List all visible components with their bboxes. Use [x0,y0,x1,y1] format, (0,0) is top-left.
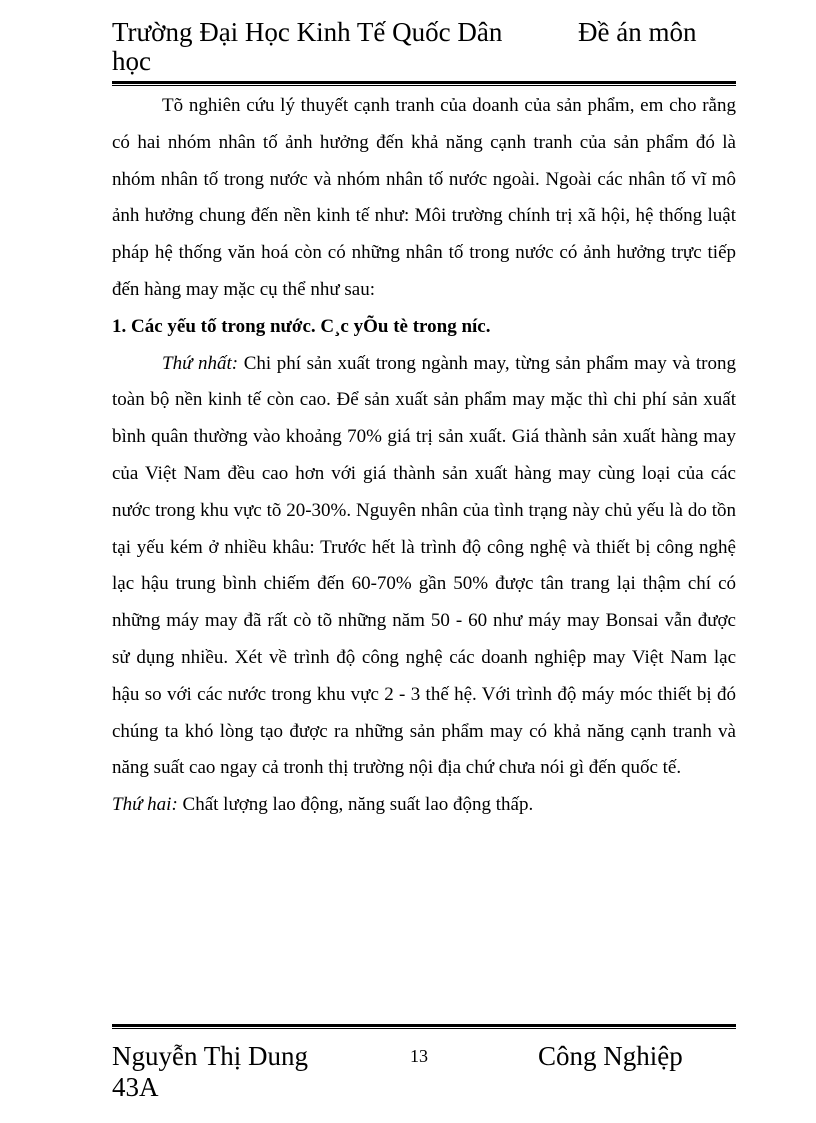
page-number: 13 [410,1046,428,1066]
header-school-name: Trường Đại Học Kinh Tế Quốc Dân [112,17,503,47]
paragraph-intro: Tõ nghiên cứu lý thuyết cạnh tranh của doanh của sản phẩm, em cho rằng có hai nhóm nhân tố ảnh hưởng đến khả năng cạnh tranh của sản phẩm đó là nhóm nhân tố trong nước và nhóm nhân tố nước ngoài. Ngoài các nhân tố vĩ mô ảnh hưởng chung đến nền kinh tế như: Môi trường chính trị xã hội, hệ thống luật pháp hệ thống văn hoá còn có những nhân tố trong nước có ảnh hưởng trực tiếp đến hàng may mặc cụ thể như sau: [112,95,736,300]
footer-class: 43A [112,1072,159,1102]
header-subject: Đề án môn [578,17,697,47]
footer-author-block [112,1041,308,1103]
header-school-cont: học [112,46,151,76]
first-factor-text: Chi phí sản xuất trong ngành may, từng sản phẩm may và trong toàn bộ nền kinh tế còn cao. Để sản xuất sản phẩm may mặc thì chi phí sản xuất bình quân thường vào khoảng 70% giá trị sản xuất. Giá thành sản xuất hàng may của Việt Nam đều cao hơn với giá thành sản xuất hàng may cùng loại của các nước trong khu vực tõ 20-30%. Nguyên nhân của tình trạng này chủ yếu là do tồn tại yếu kém ở nhiều khâu: Trước hết là trình độ công nghệ và thiết bị công nghệ lạc hậu trung bình chiếm đến 60-70% gần 50% được tân trang lại thậm chí có những máy may đã rất cò tõ những năm 50 - 60 như máy may Bonsai vẫn được sử dụng nhiều. Xét về trình độ công nghệ các doanh nghiệp may Việt Nam lạc hậu so với các nước trong khu vực 2 - 3 thế hệ. Với trình độ máy móc thiết bị đó chúng ta khó lòng tạo được ra những sản phẩm may có khả năng cạnh tranh và năng suất cao ngay cả tronh thị trường nội địa chứ chưa nói gì đến quốc tế. [112,352,737,779]
paragraph-first-factor [112,346,736,788]
page-header [112,18,736,80]
footer-major: Công Nghiệp [538,1041,683,1071]
footer-rule [112,1024,736,1029]
footer-author: Nguyễn Thị Dung [112,1041,308,1071]
second-factor-label: Thứ hai: [112,794,178,816]
paragraph-second-factor [112,787,736,824]
first-factor-label: Thứ nhất: [162,352,239,374]
header-rule [112,81,736,86]
section-heading: 1. Các yếu tố trong nước. C¸c yÕu tè trong níc. [112,315,491,337]
header-school [112,18,542,76]
second-factor-text: Chất lượng lao động, năng suất lao động thấp. [177,794,534,816]
document-body [112,88,736,824]
